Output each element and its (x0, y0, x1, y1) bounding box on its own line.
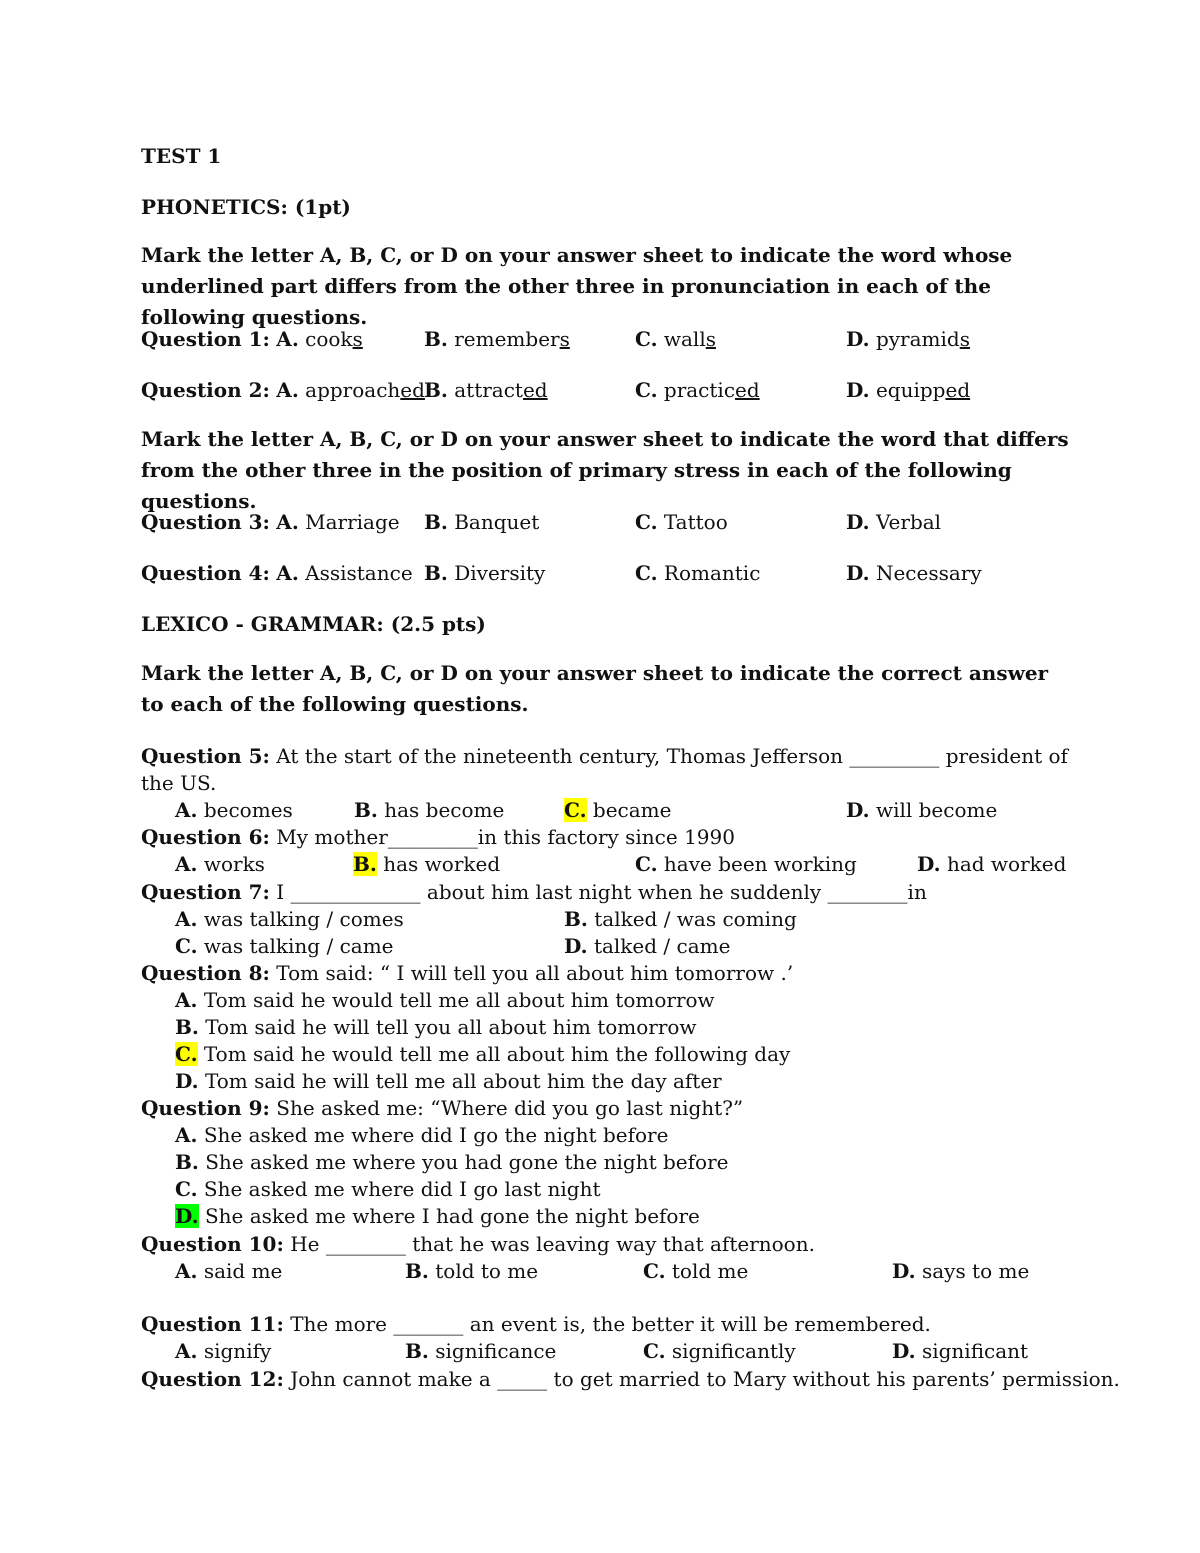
question-7-option-a: A. was talking / comes (175, 907, 404, 931)
question-1-option-d: D. pyramids (846, 327, 970, 351)
question-3-option-d: D. Verbal (846, 510, 942, 534)
question-2: Question 2: A. approached (141, 378, 425, 402)
question-6-option-b: B. has worked (353, 852, 501, 876)
question-8-option-a: A. Tom said he would tell me all about him tomorrow (175, 988, 715, 1012)
phonetics-heading: PHONETICS: (1pt) (141, 195, 351, 219)
question-label: Question 1: (141, 327, 270, 351)
lexico-instruction: Mark the letter A, B, C, or D on your answer sheet to indicate the correct answer to each of the following questions. (141, 661, 1049, 716)
question-3-option-b: B. Banquet (424, 510, 540, 534)
question-8-option-d: D. Tom said he will tell me all about him the day after (175, 1069, 722, 1093)
question-10-option-d: D. says to me (892, 1259, 1030, 1283)
question-4-option-c: C. Romantic (635, 561, 761, 585)
question-1-option-c: C. walls (635, 327, 716, 351)
question-9-option-a: A. She asked me where did I go the night before (175, 1123, 669, 1147)
question-7-option-c: C. was talking / came (175, 934, 394, 958)
question-6-option-a: A. works (175, 852, 265, 876)
answer-highlight: B. (353, 852, 377, 876)
question-9-option-b: B. She asked me where you had gone the night before (175, 1150, 729, 1174)
question-3-option-c: C. Tattoo (635, 510, 728, 534)
question-5: Question 5: At the start of the nineteenth century, Thomas Jefferson _________ president of the US. (141, 744, 1068, 795)
question-11: Question 11: The more _______ an event is, the better it will be remembered. (141, 1312, 931, 1336)
question-6: Question 6: My mother_________in this factory since 1990 (141, 825, 735, 849)
question-7-option-b: B. talked / was coming (564, 907, 797, 931)
question-12: Question 12: John cannot make a _____ to get married to Mary without his parents’ permission. (141, 1367, 1120, 1391)
question-9-option-c: C. She asked me where did I go last night (175, 1177, 601, 1201)
question-11-option-b: B. significance (405, 1339, 557, 1363)
question-4-option-b: B. Diversity (424, 561, 546, 585)
question-8-option-b: B. Tom said he will tell you all about him tomorrow (175, 1015, 697, 1039)
question-10-option-a: A. said me (175, 1259, 283, 1283)
question-8-option-c: C. Tom said he would tell me all about him the following day (175, 1042, 791, 1066)
question-2-option-b: B. attracted (424, 378, 548, 402)
question-5-option-c: C. became (564, 798, 672, 822)
question-9-option-d: D. She asked me where I had gone the night before (175, 1204, 700, 1228)
question-9: Question 9: She asked me: “Where did you go last night?” (141, 1096, 744, 1120)
question-8: Question 8: Tom said: “ I will tell you all about him tomorrow .’ (141, 961, 794, 985)
phonetics-instruction-2: Mark the letter A, B, C, or D on your answer sheet to indicate the word that differs from the other three in the position of primary stress in each of the following questions. (141, 427, 1069, 513)
question-7: Question 7: I _____________ about him last night when he suddenly ________in (141, 880, 927, 904)
question-11-option-d: D. significant (892, 1339, 1029, 1363)
question-10-option-c: C. told me (643, 1259, 749, 1283)
question-11-option-c: C. significantly (643, 1339, 796, 1363)
answer-highlight: C. (564, 798, 587, 822)
question-2-option-d: D. equipped (846, 378, 971, 402)
question-10: Question 10: He ________ that he was leaving way that afternoon. (141, 1232, 815, 1256)
question-6-option-c: C. have been working (635, 852, 857, 876)
question-5-option-b: B. has become (354, 798, 505, 822)
question-6-option-d: D. had worked (917, 852, 1067, 876)
test-title: TEST 1 (141, 144, 222, 168)
question-4-option-d: D. Necessary (846, 561, 982, 585)
answer-highlight: D. (175, 1204, 199, 1228)
question-5-option-d: D. will become (846, 798, 998, 822)
question-5-option-a: A. becomes (175, 798, 293, 822)
question-4: Question 4: A. Assistance (141, 561, 413, 585)
phonetics-instruction-1: Mark the letter A, B, C, or D on your answer sheet to indicate the word whose underlined part differs from the other three in pronunciation in each of the following questions. (141, 243, 1013, 329)
lexico-heading: LEXICO - GRAMMAR: (2.5 pts) (141, 612, 486, 636)
question-10-option-b: B. told to me (405, 1259, 539, 1283)
question-7-option-d: D. talked / came (564, 934, 731, 958)
question-1: Question 1: A. cooks (141, 327, 363, 351)
question-3: Question 3: A. Marriage (141, 510, 400, 534)
question-1-option-b: B. remembers (424, 327, 570, 351)
answer-highlight: C. (175, 1042, 198, 1066)
question-11-option-a: A. signify (175, 1339, 272, 1363)
question-2-option-c: C. practiced (635, 378, 760, 402)
